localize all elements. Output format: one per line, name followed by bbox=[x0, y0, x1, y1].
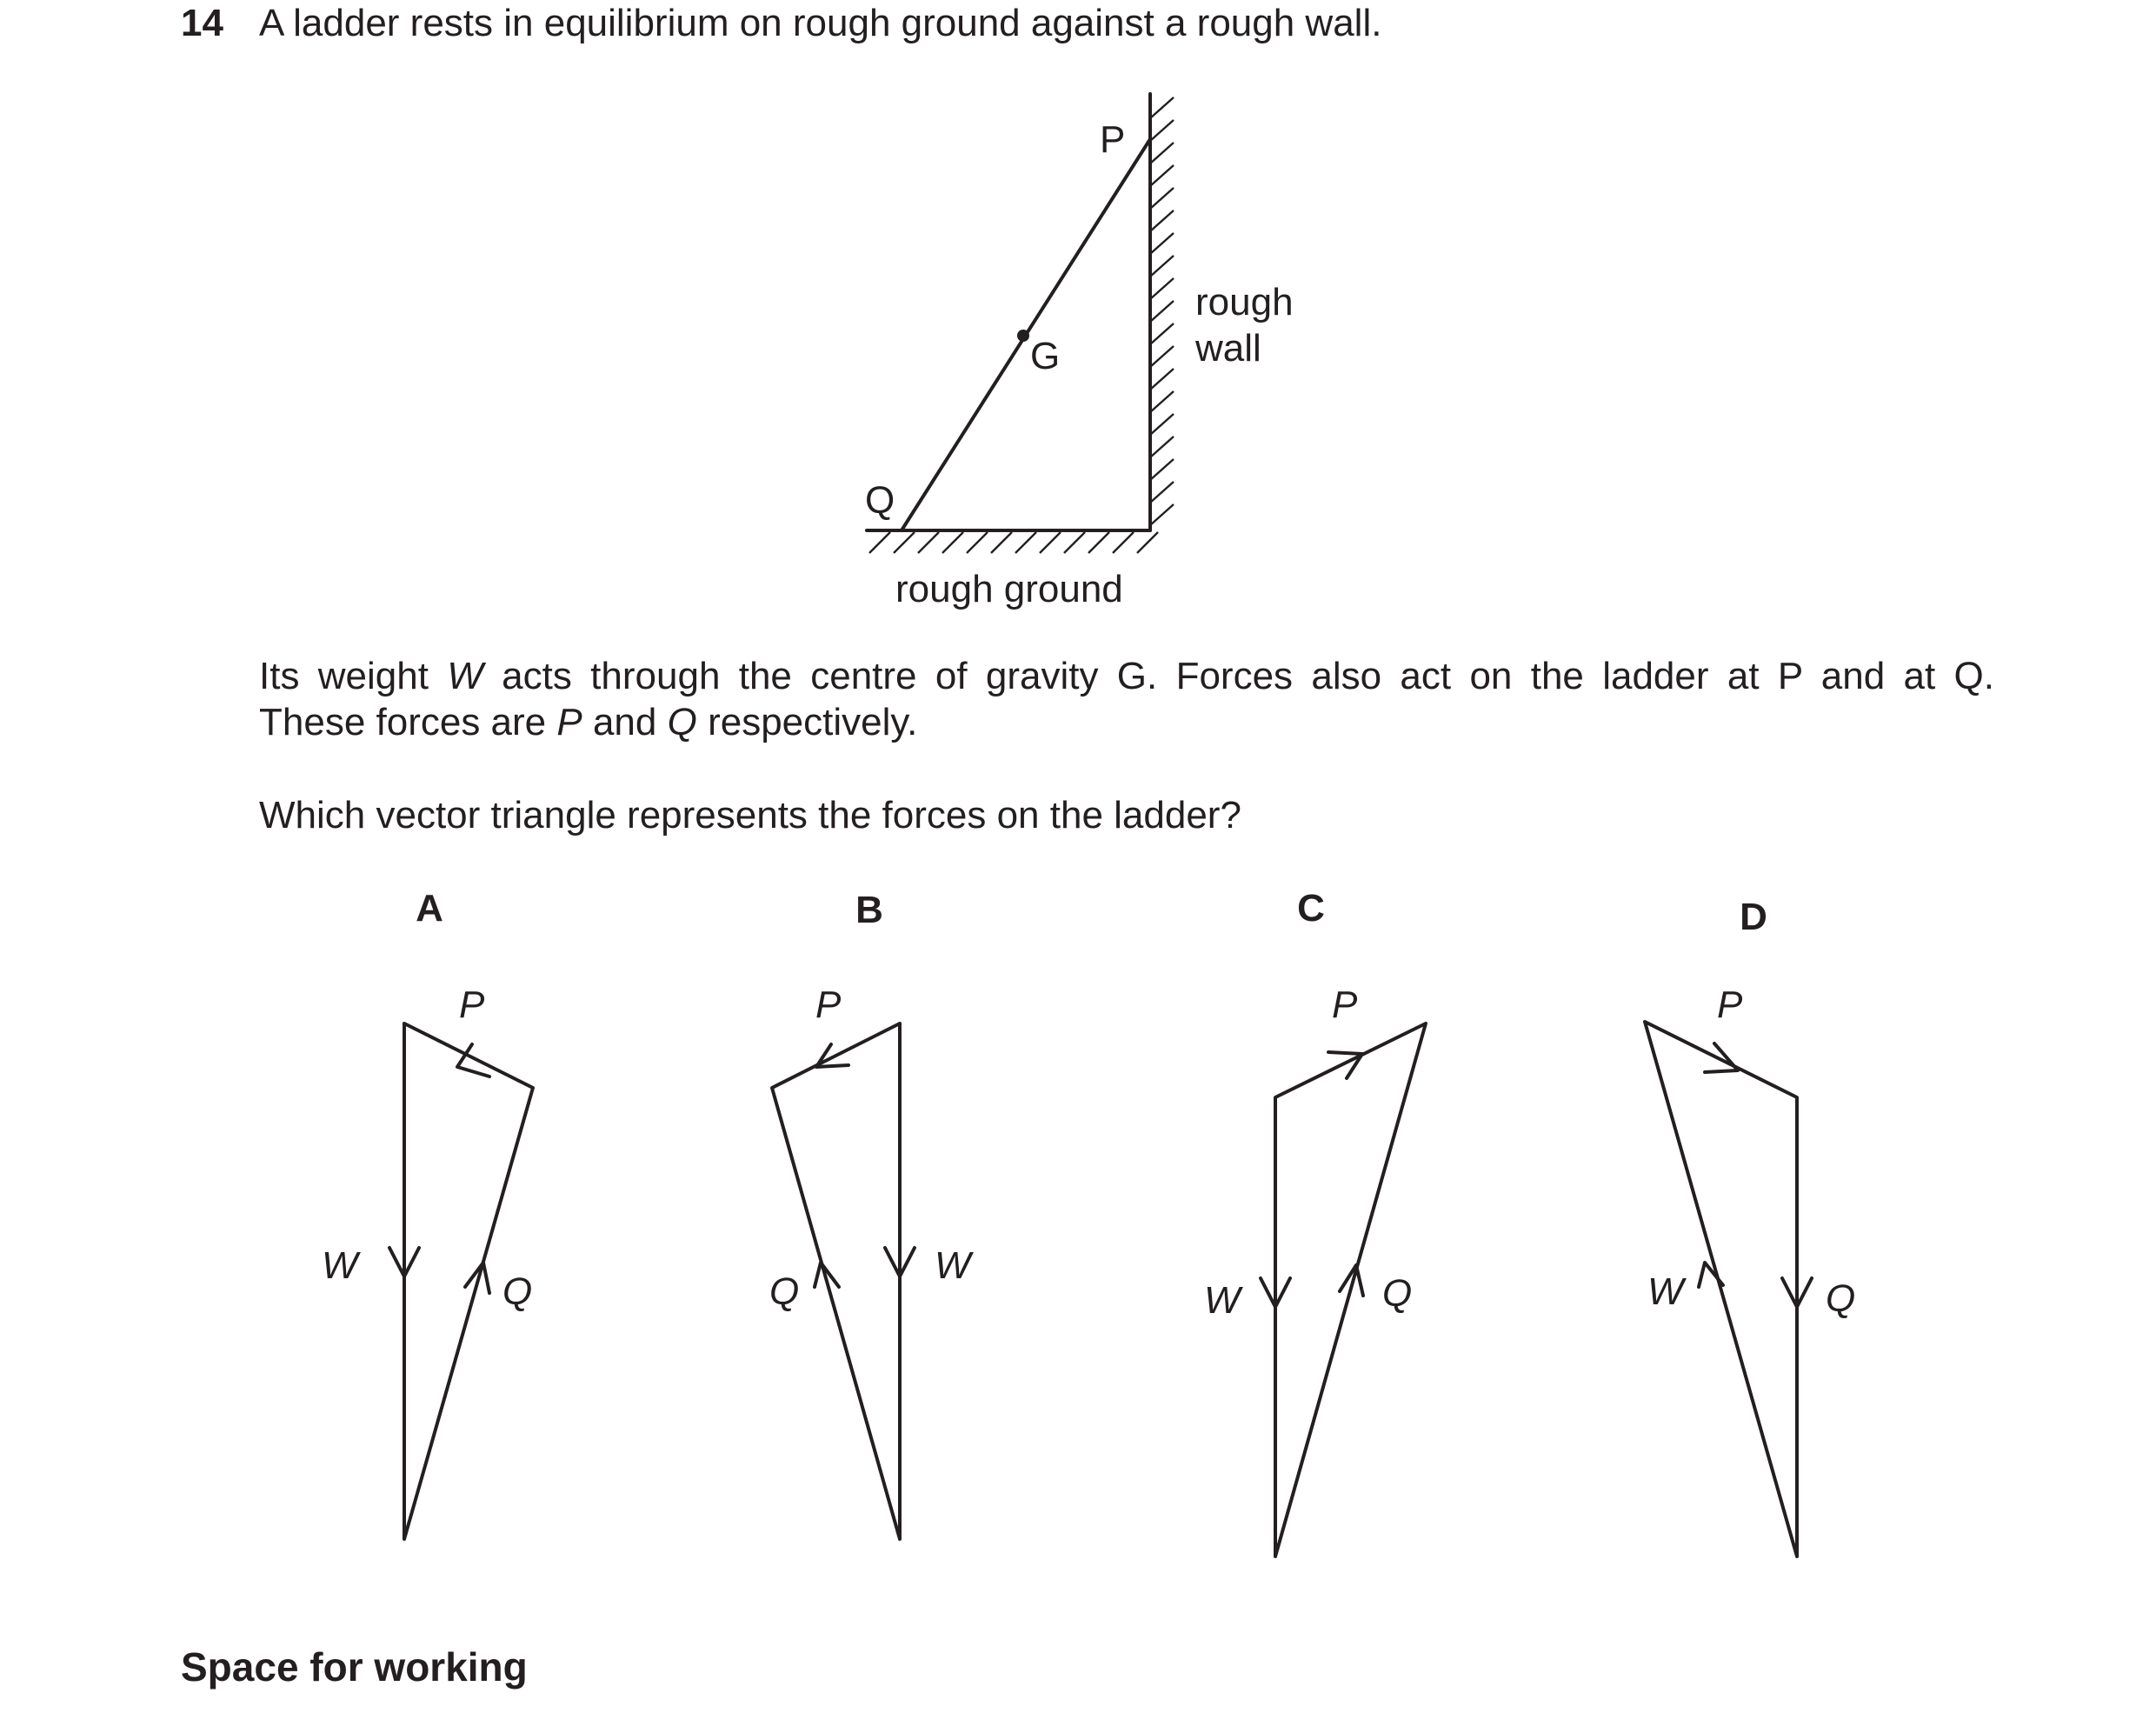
working-space-label: Space for working bbox=[181, 1644, 528, 1690]
question-prompt: Which vector triangle represents the forces on the ladder? bbox=[259, 794, 1241, 837]
centre-of-gravity-dot bbox=[1017, 330, 1029, 342]
ground-hatch-mark bbox=[1015, 532, 1036, 553]
option-c-triangle bbox=[1204, 983, 1426, 1556]
option-b-letter[interactable]: B bbox=[855, 889, 883, 931]
ground-hatch-mark bbox=[967, 532, 988, 553]
ladder-label-p: P bbox=[1100, 118, 1126, 161]
option-c-letter[interactable]: C bbox=[1297, 887, 1325, 930]
ladder-label-q: Q bbox=[865, 479, 895, 522]
wall-hatch-mark bbox=[1150, 143, 1174, 163]
question-number: 14 bbox=[181, 2, 223, 44]
option-b-label-w: W bbox=[935, 1244, 971, 1287]
option-a-arrow-p bbox=[457, 1044, 489, 1076]
ground-hatch-mark bbox=[869, 532, 890, 553]
wall-hatching bbox=[1150, 97, 1174, 525]
ground-hatch-mark bbox=[1064, 532, 1085, 553]
option-a-label-q: Q bbox=[502, 1270, 533, 1313]
wall-hatch-mark bbox=[1150, 346, 1174, 367]
option-d-arrow-lower bbox=[1699, 1263, 1723, 1287]
wall-hatch-mark bbox=[1150, 459, 1174, 480]
wall-hatch-mark bbox=[1150, 256, 1174, 277]
ground-hatch-mark bbox=[1137, 532, 1158, 553]
option-c-label-p: P bbox=[1332, 983, 1358, 1026]
wall-hatch-mark bbox=[1150, 369, 1174, 390]
question-stem: A ladder rests in equilibrium on rough ground against a rough wall. bbox=[259, 2, 1382, 44]
wall-hatch-mark bbox=[1150, 323, 1174, 344]
wall-label-line1: rough bbox=[1195, 281, 1294, 323]
option-b-label-q: Q bbox=[769, 1270, 800, 1313]
option-a-label-p: P bbox=[459, 983, 485, 1026]
wall-hatch-mark bbox=[1150, 233, 1174, 254]
option-b-label-p: P bbox=[815, 983, 842, 1026]
ladder-diagram bbox=[865, 94, 1294, 610]
wall-hatch-mark bbox=[1150, 120, 1174, 141]
ground-hatch-mark bbox=[1040, 532, 1061, 553]
ground-label: rough ground bbox=[895, 568, 1123, 610]
wall-hatch-mark bbox=[1150, 482, 1174, 503]
option-d-label-p: P bbox=[1717, 983, 1743, 1026]
option-a-label-w: W bbox=[322, 1244, 358, 1287]
option-a-triangle bbox=[322, 983, 533, 1539]
option-b-triangle bbox=[769, 983, 974, 1539]
option-d-label-w: W bbox=[1647, 1270, 1684, 1313]
ground-hatching bbox=[869, 532, 1158, 553]
ground-hatch-mark bbox=[894, 532, 915, 553]
option-d-arrow-p bbox=[1705, 1043, 1738, 1072]
ground-hatch-mark bbox=[1088, 532, 1109, 553]
wall-hatch-mark bbox=[1150, 391, 1174, 412]
option-a-letter[interactable]: A bbox=[416, 887, 443, 930]
ground-hatch-mark bbox=[991, 532, 1012, 553]
ladder-label-g: G bbox=[1030, 335, 1061, 377]
wall-hatch-mark bbox=[1150, 504, 1174, 525]
wall-hatch-mark bbox=[1150, 97, 1174, 118]
wall-hatch-mark bbox=[1150, 278, 1174, 299]
wall-hatch-mark bbox=[1150, 437, 1174, 457]
option-d-triangle bbox=[1645, 983, 1855, 1556]
wall-hatch-mark bbox=[1150, 188, 1174, 209]
option-d-letter[interactable]: D bbox=[1740, 896, 1767, 938]
wall-hatch-mark bbox=[1150, 210, 1174, 231]
wall-hatch-mark bbox=[1150, 165, 1174, 186]
question-paragraph-1: Its weight W acts through the centre of gravity G. Forces also act on the ladder at P and at Q. bbox=[259, 655, 1994, 697]
option-c-label-q: Q bbox=[1382, 1272, 1413, 1315]
ground-hatch-mark bbox=[918, 532, 939, 553]
ground-hatch-mark bbox=[942, 532, 963, 553]
wall-label-line2: wall bbox=[1195, 327, 1261, 370]
wall-hatch-mark bbox=[1150, 414, 1174, 435]
question-paragraph-2: These forces are P and Q respectively. bbox=[259, 701, 918, 743]
option-d-label-q: Q bbox=[1826, 1277, 1856, 1320]
option-c-label-w: W bbox=[1204, 1279, 1241, 1322]
wall-hatch-mark bbox=[1150, 301, 1174, 322]
ground-hatch-mark bbox=[1113, 532, 1134, 553]
